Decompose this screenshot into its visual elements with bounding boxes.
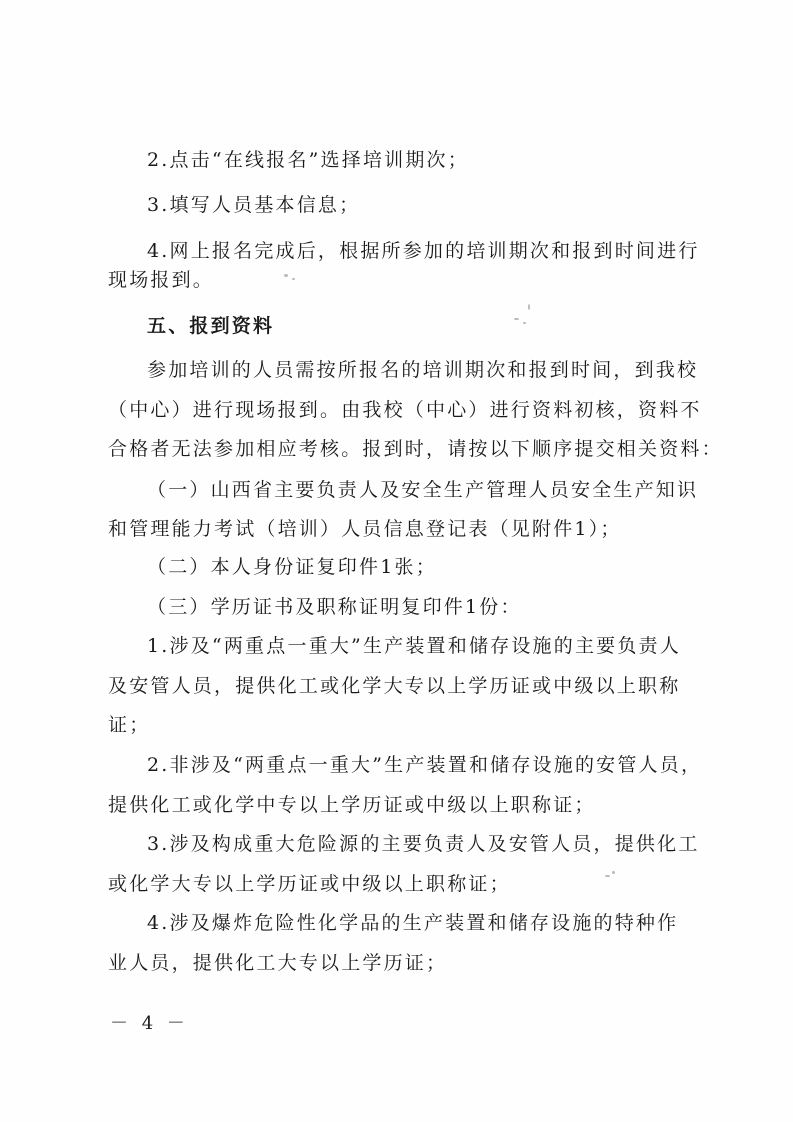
scan-speck: [612, 871, 615, 874]
scan-speck: [523, 322, 526, 324]
item-2-text: （二）本人身份证复印件1张；: [147, 556, 437, 578]
paragraph-line: （中心）进行现场报到。由我校（中心）进行资料初核，资料不: [108, 399, 702, 421]
sub-item-3-text: 3.涉及构成重大危险源的主要负责人及安管人员，提供化工: [147, 833, 700, 855]
sub-item-2-text: 2.非涉及“两重点一重大”生产装置和储存设施的安管人员，: [147, 754, 703, 776]
step-2-text: 2.点击“在线报名”选择培训期次；: [147, 149, 469, 171]
sub-item-1-text-continued: 及安管人员，提供化工或化学大专以上学历证或中级以上职称: [108, 675, 681, 697]
sub-item-1-text-end: 证；: [108, 714, 151, 736]
item-1-text: （一）山西省主要负责人及安全生产管理人员安全生产知识: [147, 479, 699, 501]
item-1-text-continued: 和管理能力考试（培训）人员信息登记表（见附件1）；: [108, 518, 622, 540]
sub-item-2-text-continued: 提供化工或化学中专以上学历证或中级以上职称证；: [108, 794, 596, 816]
sub-item-3-text-continued: 或化学大专以上学历证或中级以上职称证；: [108, 873, 511, 895]
item-3-text: （三）学历证书及职称证明复印件1份：: [147, 596, 522, 618]
page-number: － 4 －: [110, 1013, 189, 1034]
scan-speck: [514, 318, 519, 320]
sub-item-4-text: 4.涉及爆炸危险性化学品的生产装置和储存设施的特种作: [147, 912, 679, 934]
step-4-text-continued: 现场报到。: [108, 269, 215, 291]
sub-item-4-text-continued: 业人员，提供化工大专以上学历证；: [108, 952, 448, 974]
sub-item-1-text: 1.涉及“两重点一重大”生产装置和储存设施的主要负责人: [147, 635, 681, 657]
scan-speck: [528, 304, 530, 310]
scan-speck: [284, 274, 288, 277]
paragraph-line: 合格者无法参加相应考核。报到时，请按以下顺序提交相关资料：: [108, 438, 723, 460]
scan-speck: [292, 278, 295, 280]
step-4-text: 4.网上报名完成后，根据所参加的培训期次和报到时间进行: [147, 240, 700, 262]
paragraph-line: 参加培训的人员需按所报名的培训期次和报到时间，到我校: [147, 359, 699, 381]
section-heading-registration-materials: 五、报到资料: [147, 315, 275, 337]
scan-speck: [605, 875, 610, 877]
step-3-text: 3.填写人员基本信息；: [147, 194, 361, 216]
